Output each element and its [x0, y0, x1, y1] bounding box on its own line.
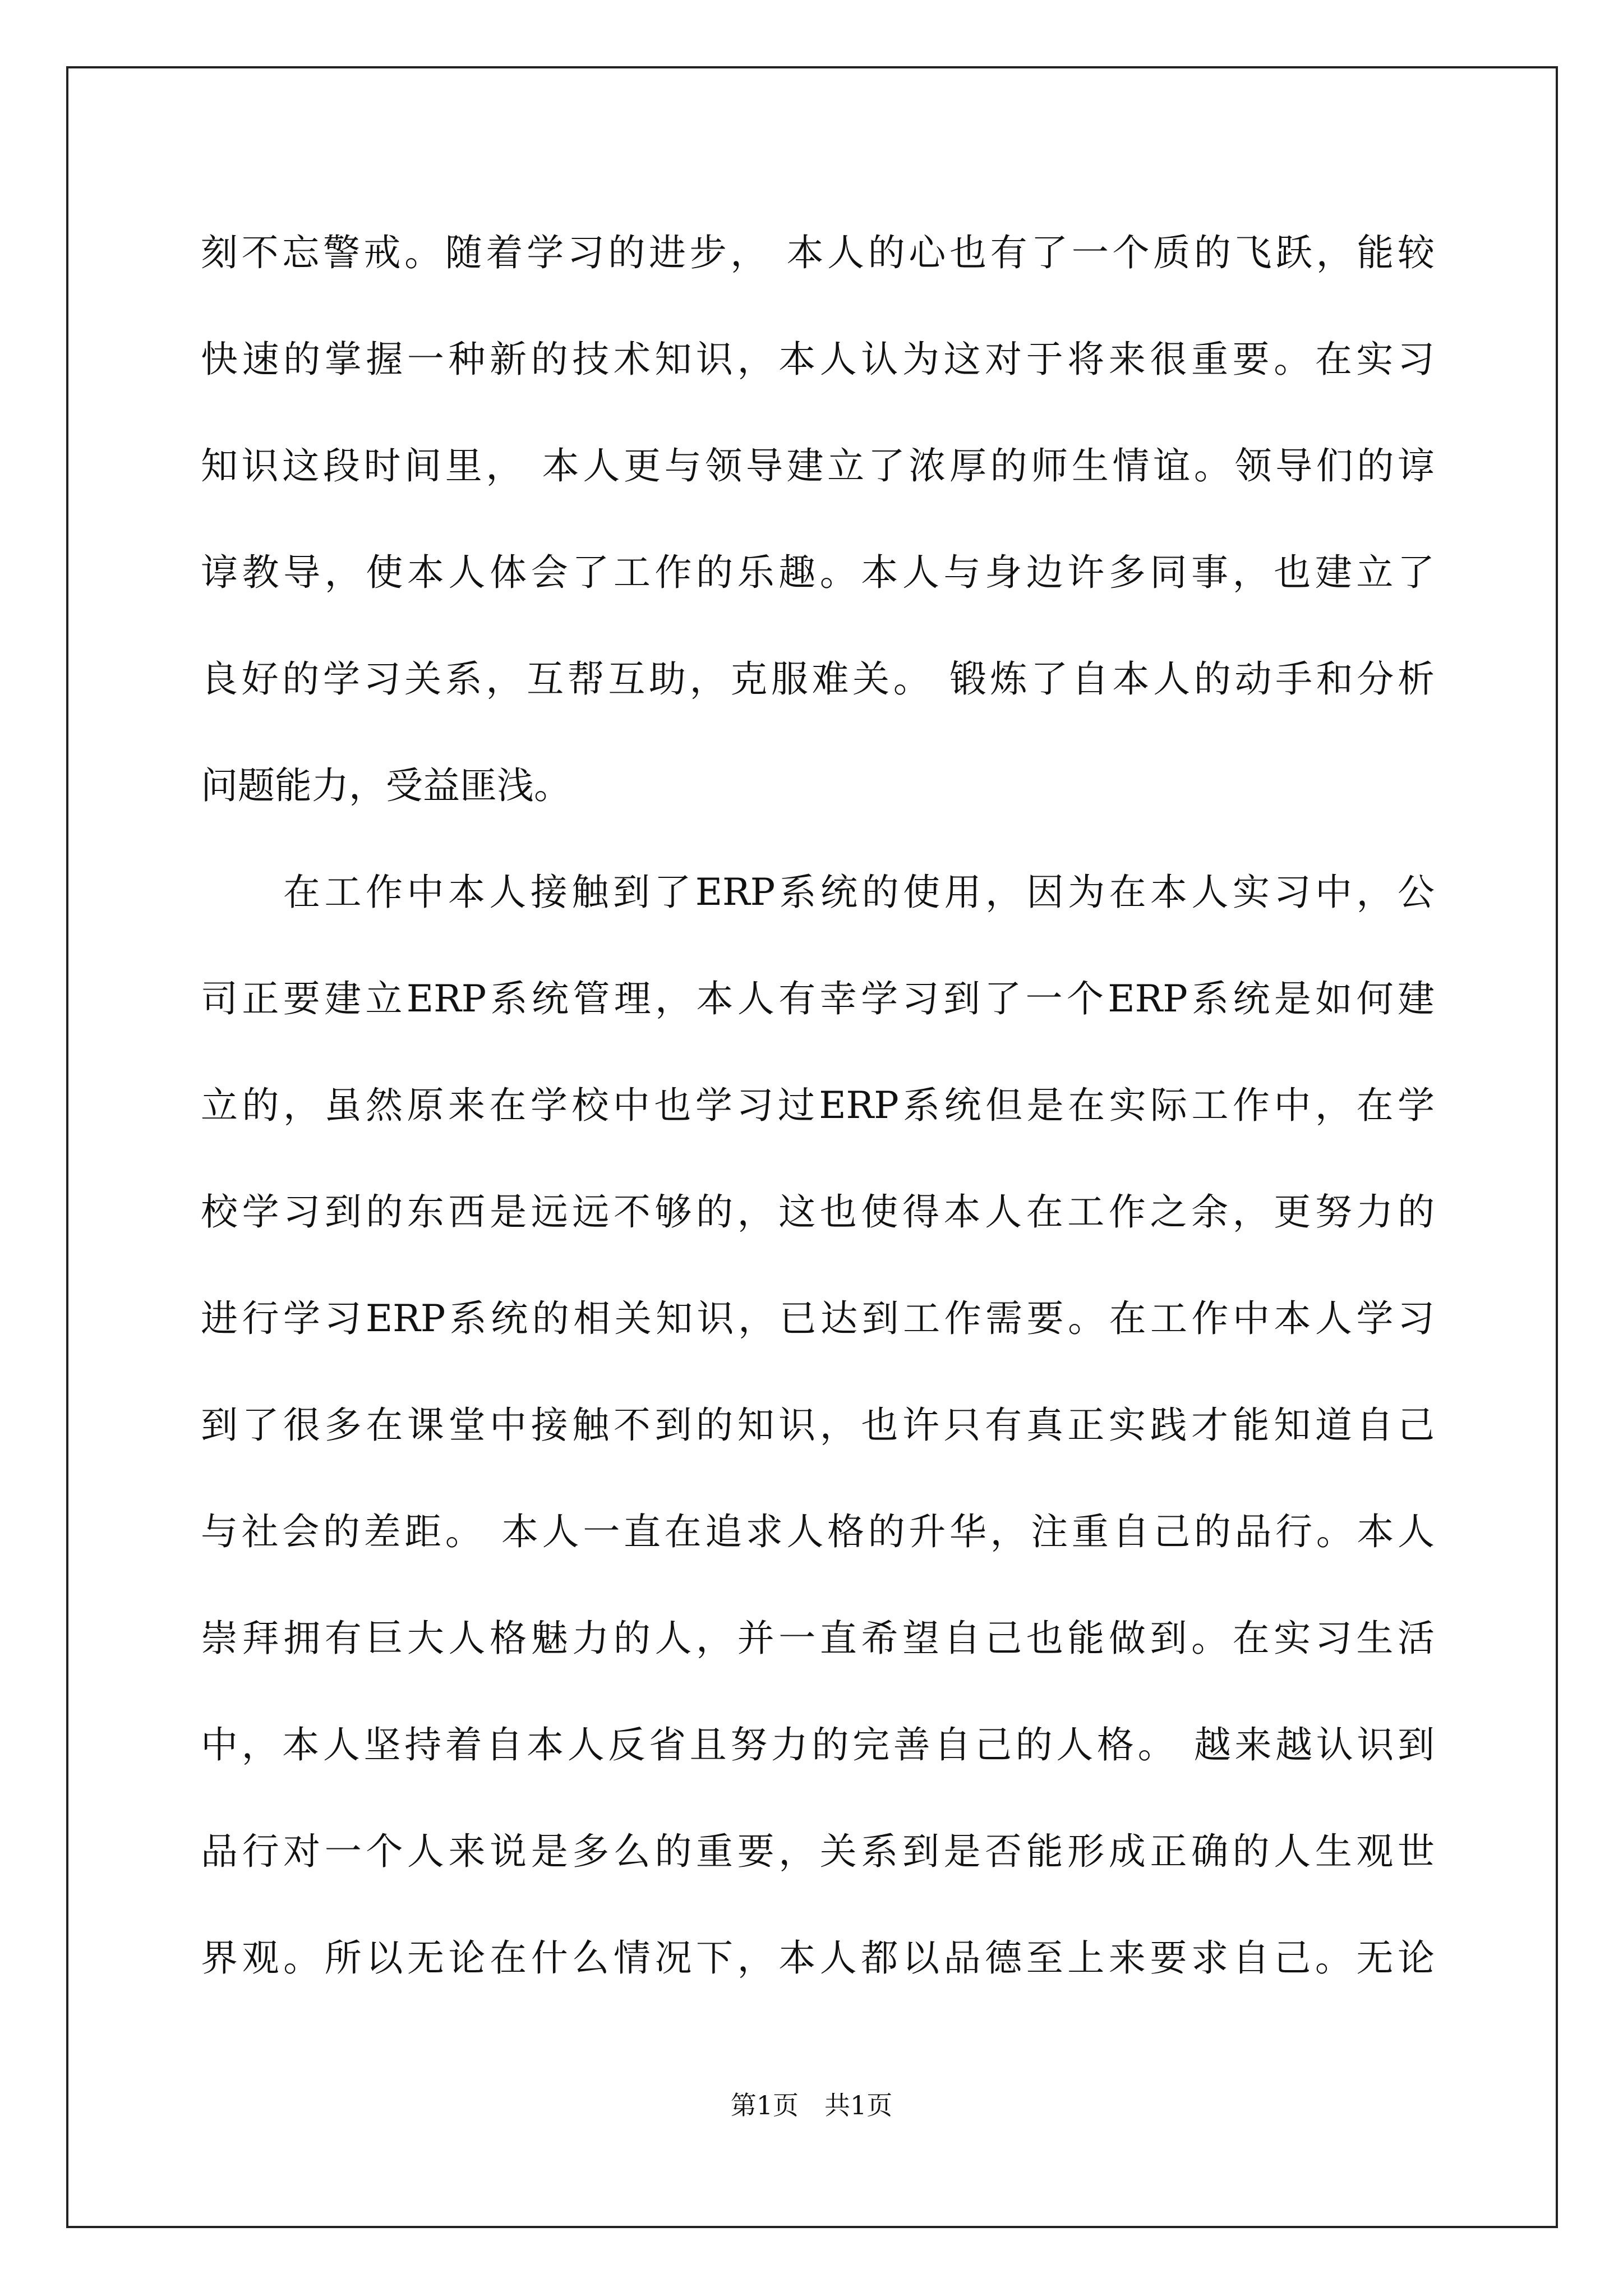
text-line: 快速的掌握一种新的技术知识，本人认为这对于将来很重要。在实习 [201, 338, 1435, 381]
text-line: 到了很多在课堂中接触不到的知识，也许只有真正实践才能知道自己 [201, 1404, 1435, 1447]
document-body [201, 200, 1435, 2012]
text-line: 校学习到的东西是远远不够的，这也使得本人在工作之余，更努力的 [201, 1190, 1435, 1234]
text-line: 在工作中本人接触到了ERP系统的使用，因为在本人实习中，公 [201, 871, 1435, 914]
text-line: 司正要建立ERP系统管理，本人有幸学习到了一个ERP系统是如何建 [201, 977, 1435, 1020]
text-line: 进行学习ERP系统的相关知识，已达到工作需要。在工作中本人学习 [201, 1297, 1435, 1340]
text-line: 良好的学习关系，互帮互助，克服难关。 锻炼了自本人的动手和分析 [201, 657, 1435, 701]
text-line: 品行对一个人来说是多么的重要，关系到是否能形成正确的人生观世 [201, 1830, 1435, 1873]
text-line: 与社会的差距。 本人一直在追求人格的升华，注重自己的品行。本人 [201, 1510, 1435, 1553]
text-line: 立的，虽然原来在学校中也学习过ERP系统但是在实际工作中，在学 [201, 1084, 1435, 1127]
page-footer: 第1页 共1页 [730, 2090, 893, 2120]
text-line: 刻不忘警戒。随着学习的进步， 本人的心也有了一个质的飞跃，能较 [201, 231, 1435, 274]
text-line: 崇拜拥有巨大人格魅力的人，并一直希望自己也能做到。在实习生活 [201, 1617, 1435, 1660]
text-line: 中，本人坚持着自本人反省且努力的完善自己的人格。 越来越认识到 [201, 1723, 1435, 1766]
text-line: 谆教导，使本人体会了工作的乐趣。本人与身边许多同事，也建立了 [201, 551, 1435, 594]
text-line: 界观。所以无论在什么情况下，本人都以品德至上来要求自己。无论 [201, 1936, 1435, 1980]
text-line: 知识这段时间里， 本人更与领导建立了浓厚的师生情谊。领导们的谆 [201, 444, 1435, 487]
text-line: 问题能力，受益匪浅。 [201, 764, 571, 807]
